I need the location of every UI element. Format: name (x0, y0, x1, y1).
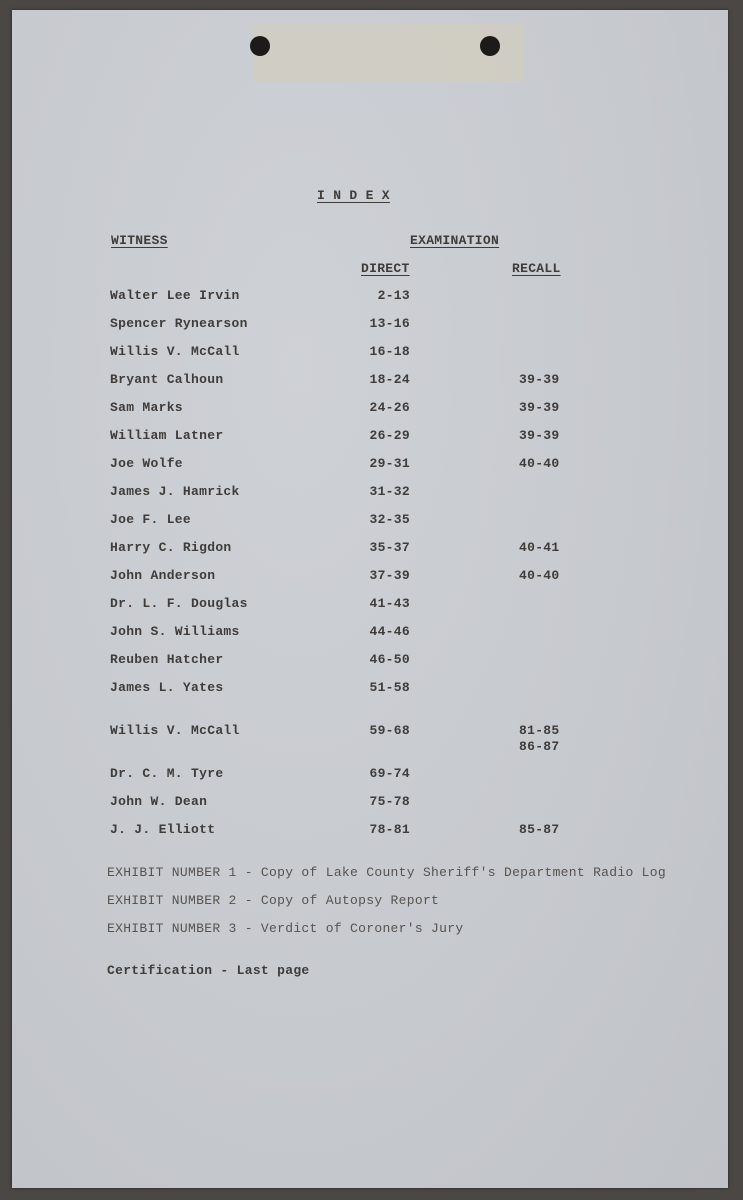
witness-name: Dr. L. F. Douglas (110, 596, 248, 611)
direct-pages: 37-39 (369, 568, 410, 583)
exhibit-line: EXHIBIT NUMBER 3 - Verdict of Coroner's Jury (107, 921, 464, 936)
witness-name: Harry C. Rigdon (110, 540, 232, 555)
recall-pages: 39-39 (519, 400, 560, 415)
witness-name: James J. Hamrick (110, 484, 240, 499)
direct-pages: 35-37 (369, 540, 410, 555)
direct-pages: 59-68 (369, 723, 410, 738)
direct-pages: 44-46 (369, 624, 410, 639)
witness-name: John S. Williams (110, 624, 240, 639)
witness-name: Bryant Calhoun (110, 372, 224, 387)
recall-header: RECALL (512, 261, 561, 276)
exhibit-line: EXHIBIT NUMBER 1 - Copy of Lake County Sheriff's Department Radio Log (107, 865, 666, 880)
direct-pages: 31-32 (369, 484, 410, 499)
witness-name: Spencer Rynearson (110, 316, 248, 331)
recall-pages: 85-87 (519, 822, 560, 837)
recall-pages: 39-39 (519, 428, 560, 443)
witness-name: Walter Lee Irvin (110, 288, 240, 303)
direct-pages: 2-13 (377, 288, 410, 303)
witness-name: Reuben Hatcher (110, 652, 224, 667)
recall-pages: 86-87 (519, 739, 560, 754)
direct-pages: 32-35 (369, 512, 410, 527)
witness-name: Willis V. McCall (110, 723, 240, 738)
punch-hole-left (250, 36, 270, 56)
direct-pages: 69-74 (369, 766, 410, 781)
recall-pages: 40-40 (519, 456, 560, 471)
examination-header: EXAMINATION (410, 233, 500, 248)
recall-pages: 81-85 (519, 723, 560, 738)
witness-name: Sam Marks (110, 400, 183, 415)
witness-name: Willis V. McCall (110, 344, 240, 359)
direct-pages: 18-24 (369, 372, 410, 387)
witness-name: Dr. C. M. Tyre (110, 766, 224, 781)
witness-name: Joe F. Lee (110, 512, 192, 527)
exhibit-line: EXHIBIT NUMBER 2 - Copy of Autopsy Report (107, 893, 440, 908)
direct-pages: 29-31 (369, 456, 410, 471)
direct-pages: 75-78 (369, 794, 410, 809)
direct-pages: 24-26 (369, 400, 410, 415)
direct-pages: 16-18 (369, 344, 410, 359)
direct-pages: 26-29 (369, 428, 410, 443)
witness-header: WITNESS (111, 233, 168, 248)
direct-pages: 78-81 (369, 822, 410, 837)
direct-pages: 46-50 (369, 652, 410, 667)
recall-pages: 40-41 (519, 540, 560, 555)
witness-name: John Anderson (110, 568, 216, 583)
direct-header: DIRECT (361, 261, 410, 276)
certification-line: Certification - Last page (107, 963, 310, 978)
witness-name: Joe Wolfe (110, 456, 183, 471)
witness-name: James L. Yates (110, 680, 224, 695)
witness-name: William Latner (110, 428, 224, 443)
witness-name: J. J. Elliott (110, 822, 216, 837)
page-title: I N D E X (317, 188, 390, 203)
direct-pages: 13-16 (369, 316, 410, 331)
recall-pages: 40-40 (519, 568, 560, 583)
punch-hole-right (480, 36, 500, 56)
direct-pages: 51-58 (369, 680, 410, 695)
recall-pages: 39-39 (519, 372, 560, 387)
witness-name: John W. Dean (110, 794, 208, 809)
direct-pages: 41-43 (369, 596, 410, 611)
